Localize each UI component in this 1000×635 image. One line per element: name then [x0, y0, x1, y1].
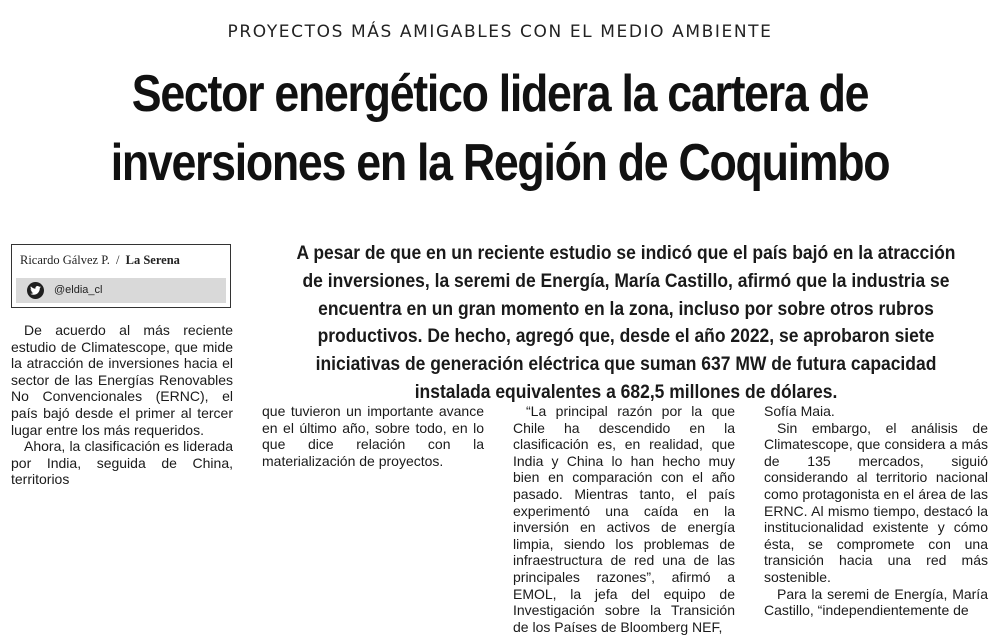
- body-column-2: [262, 403, 484, 469]
- body-column-4: [764, 403, 988, 619]
- twitter-bird-icon: [27, 282, 44, 299]
- headline: [70, 60, 930, 198]
- kicker: PROYECTOS MÁS AMIGABLES CON EL MEDIO AMBIENTE: [227, 22, 773, 42]
- twitter-handle[interactable]: @eldia_cl: [54, 284, 103, 296]
- byline-box: [11, 244, 231, 308]
- body-paragraph: De acuerdo al más reciente estudio de Climatescope, que mide la atracción de inversiones hacia el sector de las Energías Renovables No Convencionales (ERNC), el país bajó desde el primer al tercer lugar entre los más requeridos.: [11, 322, 233, 438]
- body-paragraph: Sofía Maia.: [764, 403, 835, 419]
- lead-paragraph: A pesar de que en un reciente estudio se indicó que el país bajó en la atracción de inversiones, la seremi de Energía, María Castillo, afirmó que la industria se encuentra en un gran momento en la zona, incluso por sobre otros rubros productivos. De hecho, agregó que, desde el año 2022, se aprobaron siete iniciativas de generación eléctrica que suman 637 MW de futura capacidad instalada equivalentes a 682,5 millones de dólares.: [296, 243, 956, 403]
- body-paragraph: Para la seremi de Energía, María Castillo, “independientemente de: [764, 585, 988, 619]
- body-paragraph: Sin embargo, el análisis de Climatescope, que considera a más de 135 mercados, siguió considerando al territorio nacional como protagonista en el área de las ERNC. Al mismo tiempo, destacó la institucionalidad existente y cómo ésta, se compromete con una transición hacia una red más sostenible.: [764, 419, 988, 585]
- byline-author: Ricardo Gálvez P.: [20, 253, 110, 267]
- social-row: [16, 278, 226, 303]
- body-column-3: [513, 403, 735, 635]
- body-column-1: [11, 322, 233, 488]
- body-paragraph: Ahora, la clasificación es liderada por India, seguida de China, territorios: [11, 438, 233, 488]
- body-paragraph: “La principal razón por la que Chile ha descendido en la clasificación es, en realidad, que India y China lo han hecho muy bien en comparación con el año pasado. Mientras tanto, el país experimentó una caída en la inversión en activos de energía limpia, siendo los problemas de infraestructura de red una de las principales razones”, afirmó a EMOL, la jefa del equipo de Investigación sobre la Transición de los Países de Bloomberg NEF,: [513, 403, 735, 635]
- headline-line-1: Sector energético lidera la cartera de: [131, 65, 869, 123]
- byline-place: La Serena: [125, 253, 180, 267]
- byline-separator: /: [116, 253, 120, 267]
- body-paragraph: que tuvieron un importante avance en el último año, sobre todo, en lo que dice relación con la materialización de proyectos.: [262, 403, 484, 469]
- headline-line-2: inversiones en la Región de Coquimbo: [110, 134, 890, 192]
- byline-row: [20, 253, 180, 268]
